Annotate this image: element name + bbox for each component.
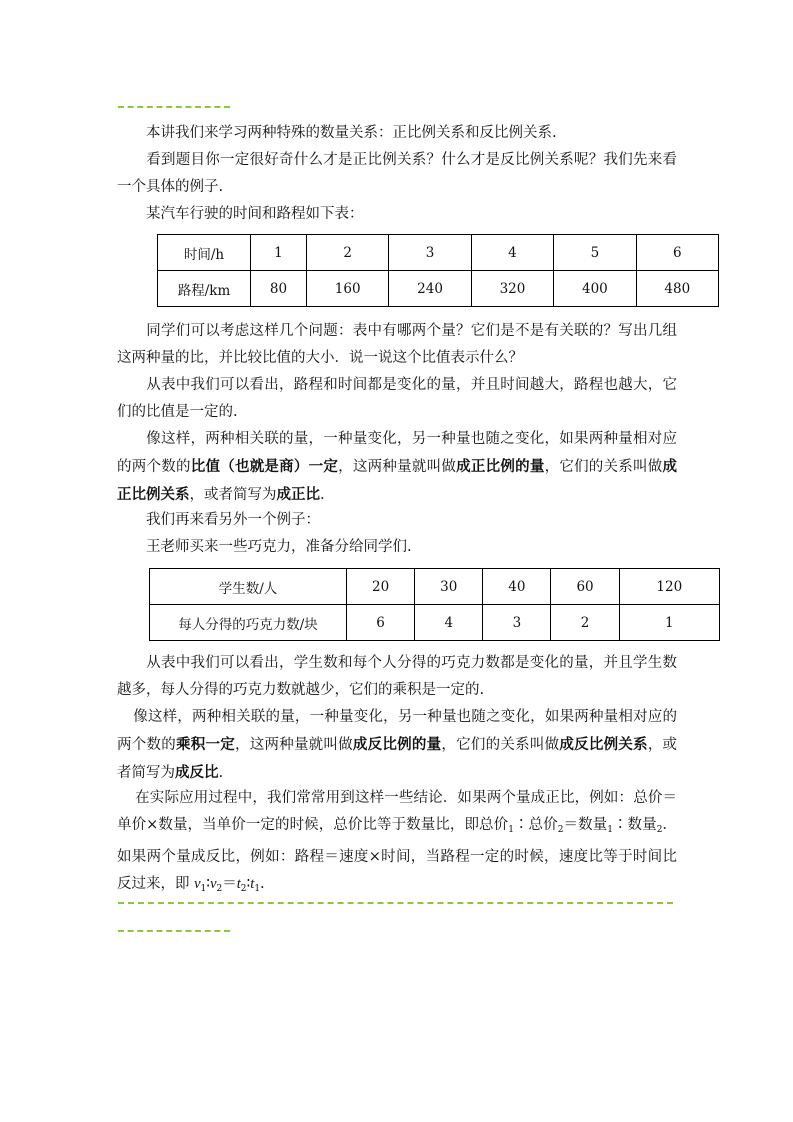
bold-term: 成正比例的量 xyxy=(456,458,545,475)
observe1-paragraph: 从表中我们可以看出，路程和时间都是变化的量，并且时间越大，路程也越大，它们的比值是一定的. xyxy=(117,377,677,420)
chocolate-intro: 王老师买来一些巧克力，准备分给同学们. xyxy=(146,539,412,555)
time-symbol: t xyxy=(250,876,255,892)
bold-term: 成正比 xyxy=(276,486,320,503)
table-header-cell: 每人分得的巧克力数/块 xyxy=(150,605,347,641)
table-cell: 20 xyxy=(347,569,415,605)
bold-term: 乘积一定 xyxy=(175,736,235,753)
table-cell: 2 xyxy=(551,605,619,641)
another-example: 我们再来看另外一个例子： xyxy=(146,512,320,528)
time-distance-table xyxy=(157,234,719,307)
table-cell: 80 xyxy=(251,271,307,307)
top-divider xyxy=(118,106,230,108)
table-cell: 480 xyxy=(636,271,718,307)
velocity-symbol: v xyxy=(210,876,217,892)
table-row xyxy=(158,271,719,307)
table-header-cell: 时间/h xyxy=(158,235,251,271)
table-cell: 4 xyxy=(415,605,483,641)
table-cell: 3 xyxy=(389,235,471,271)
car-intro: 某汽车行驶的时间和路程如下表： xyxy=(146,206,364,222)
table-cell: 40 xyxy=(483,569,551,605)
velocity-symbol: v xyxy=(194,876,201,892)
students-chocolate-table xyxy=(149,568,720,641)
table-header-cell: 路程/km xyxy=(158,271,251,307)
table-cell: 30 xyxy=(415,569,483,605)
bold-term: 成反比例的量 xyxy=(352,736,442,753)
table-cell: 2 xyxy=(306,235,388,271)
table-row xyxy=(158,235,719,271)
bold-term: 比值（也就是商）一定 xyxy=(190,458,339,475)
table-header-cell: 学生数/人 xyxy=(150,569,347,605)
table-cell: 400 xyxy=(554,271,636,307)
question-paragraph: 看到题目你一定很好奇什么才是正比例关系？什么才是反比例关系呢？我们先来看一个具体的例子. xyxy=(117,152,677,195)
table-cell: 5 xyxy=(554,235,636,271)
table-cell: 3 xyxy=(483,605,551,641)
bottom-divider-short xyxy=(118,930,230,932)
table-cell: 4 xyxy=(471,235,553,271)
table-row xyxy=(150,569,720,605)
table-cell: 60 xyxy=(551,569,619,605)
bottom-divider-long xyxy=(118,902,673,904)
table-cell: 160 xyxy=(306,271,388,307)
bold-term: 成反比 xyxy=(175,764,219,781)
inverse-proportion-definition: 像这样，两种相关联的量，一种量变化，另一种量也随之变化，如果两种量相对应的两个数的乘积一定，这两种量就叫做成反比例的量，它们的关系叫做成反比例关系，或者简写为成反比. xyxy=(117,709,678,781)
table-cell: 6 xyxy=(636,235,718,271)
time-symbol: t xyxy=(236,876,241,892)
table-cell: 240 xyxy=(389,271,471,307)
questions-paragraph: 同学们可以考虑这样几个问题：表中有哪两个量？它们是不是有关联的？写出几组这两种量的比，并比较比值的大小．说一说这个比值表示什么？ xyxy=(117,323,677,366)
table-cell: 6 xyxy=(347,605,415,641)
observe2-paragraph: 从表中我们可以看出，学生数和每个人分得的巧克力数都是变化的量，并且学生数越多，每人分得的巧克力数就越少，它们的乘积是一定的. xyxy=(117,655,677,698)
application-paragraph: 在实际应用过程中，我们常常用到这样一些结论．如果两个量成正比，例如：总价＝单价×数量，当单价一定的时候，总价比等于数量比，即总价$_1$∶总价$_2$＝数量$_1$∶数量$_2$．如果两个量成反比，例如：路程＝速度×时间，当路程一定的时候，速度比等于时间比反过来，即 $v_1∶v_2=t_2∶t_1$. xyxy=(117,790,678,894)
table-cell: 1 xyxy=(251,235,307,271)
table-row xyxy=(150,605,720,641)
table-cell: 120 xyxy=(619,569,719,605)
direct-proportion-definition: 像这样，两种相关联的量，一种量变化，另一种量也随之变化，如果两种量相对应的两个数的比值（也就是商）一定，这两种量就叫做成正比例的量，它们的关系叫做成正比例关系，或者简写为成正比. xyxy=(117,431,678,503)
table-cell: 320 xyxy=(471,271,553,307)
intro-paragraph: 本讲我们来学习两种特殊的数量关系：正比例关系和反比例关系. xyxy=(146,125,557,141)
bold-term: 成正比例关系 xyxy=(117,458,678,503)
bold-term: 成反比例关系 xyxy=(559,736,648,753)
table-cell: 1 xyxy=(619,605,719,641)
